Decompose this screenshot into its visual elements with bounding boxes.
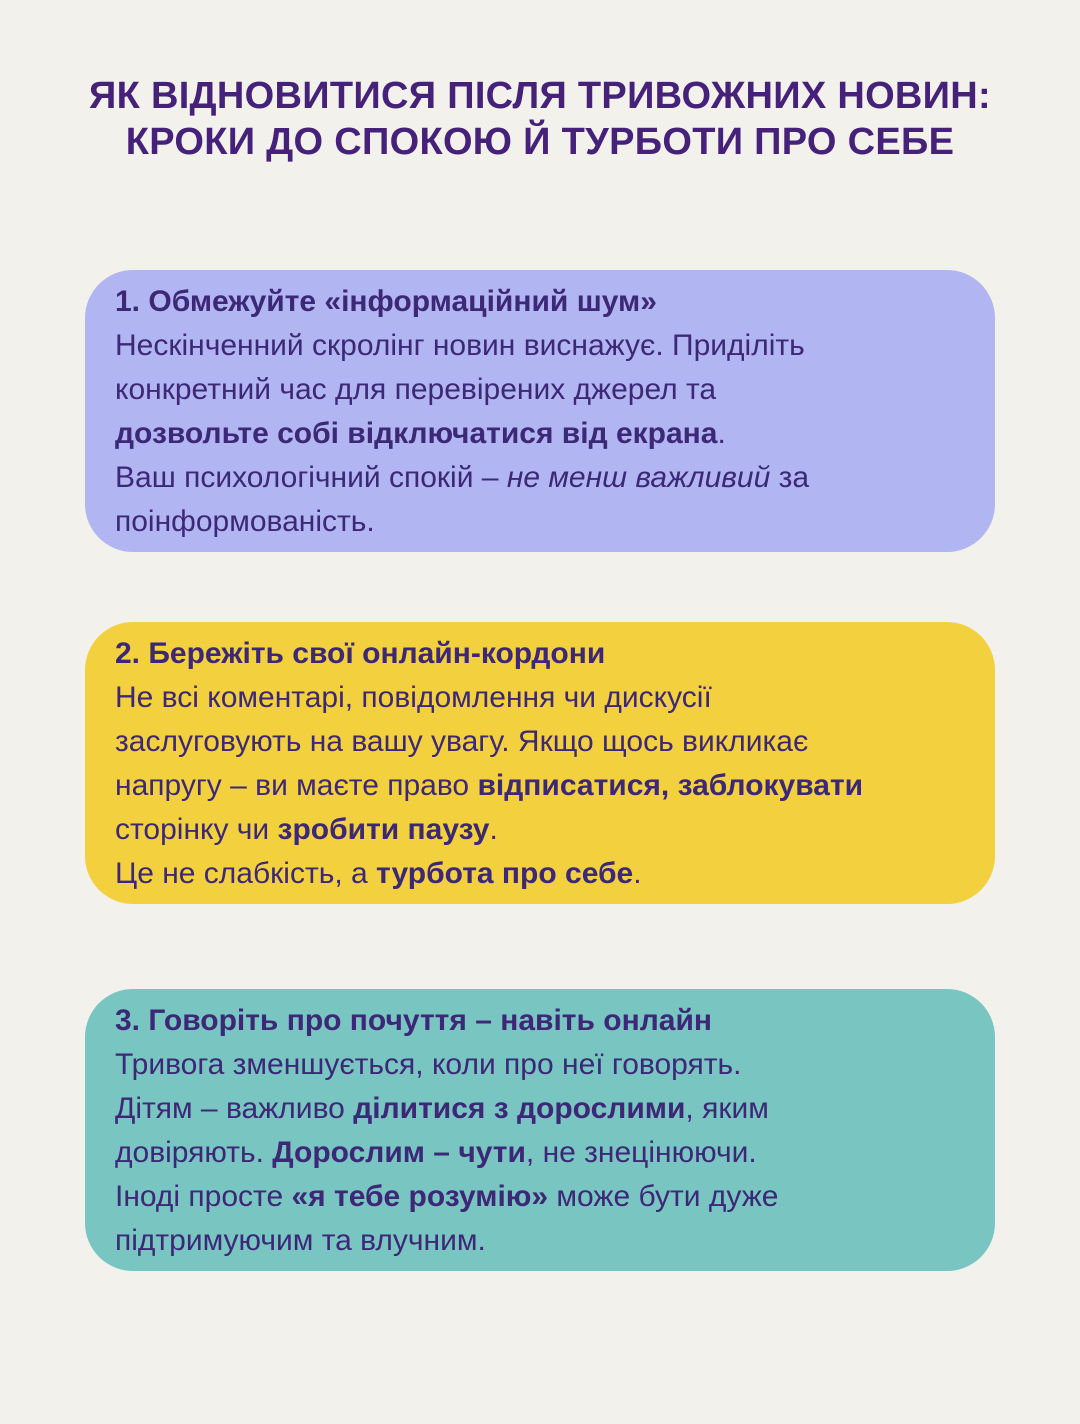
card-text-line <box>115 808 965 852</box>
card-text-line <box>115 368 965 412</box>
card-text-line <box>115 456 965 500</box>
text-run: Ваш психологічний спокій – <box>115 461 507 494</box>
card-text-line <box>115 412 965 456</box>
text-run: може бути дуже <box>548 1180 779 1213</box>
cards-list <box>85 270 995 1271</box>
text-run: зробити паузу <box>277 813 490 846</box>
text-run: не менш важливий <box>506 461 771 494</box>
text-run: конкретний час для перевірених джерел та <box>115 373 717 406</box>
card-text-line <box>115 1175 965 1219</box>
text-run: Не всі коментарі, повідомлення чи дискусії <box>115 681 712 714</box>
card-protect-online-boundaries <box>85 622 995 904</box>
text-run: Дорослим – чути <box>272 1136 526 1169</box>
text-run: відписатися, заблокувати <box>477 769 864 802</box>
text-run: поінформованість. <box>115 505 375 538</box>
text-run: за <box>770 461 810 494</box>
card-text-line <box>115 1043 965 1087</box>
text-run: напругу – ви маєте право <box>115 769 478 802</box>
card-talk-about-feelings <box>85 989 995 1271</box>
text-run: Іноді просте <box>115 1180 292 1213</box>
card-heading: 3. Говоріть про почуття – навіть онлайн <box>115 1004 713 1037</box>
card-text-line <box>115 1131 965 1175</box>
card-text-line <box>115 1087 965 1131</box>
text-run: сторінку чи <box>115 813 278 846</box>
text-run: заслуговують на вашу увагу. Якщо щось викликає <box>115 725 809 758</box>
card-text-line <box>115 500 965 544</box>
card-text-line <box>115 324 965 368</box>
text-run: Дітям – важливо <box>115 1092 354 1125</box>
text-run: ділитися з дорослими <box>353 1092 686 1125</box>
text-run: довіряють. <box>115 1136 273 1169</box>
text-run: , яким <box>685 1092 769 1125</box>
text-run: дозвольте собі відключатися від екрана <box>115 417 718 450</box>
text-run: Це не слабкість, а <box>115 857 377 890</box>
text-run: . <box>489 813 498 846</box>
card-text-line <box>115 720 965 764</box>
text-run: Нескінченний скролінг новин виснажує. Приділіть <box>115 329 805 362</box>
text-run: турбота про себе <box>376 857 634 890</box>
page-title <box>40 74 1040 165</box>
card-limit-information-noise <box>85 270 995 552</box>
poster <box>0 74 1080 1424</box>
text-run: підтримуючим та влучним. <box>115 1224 486 1257</box>
text-run: Тривога зменшується, коли про неї говорять. <box>115 1048 742 1081</box>
page-title-line-2: КРОКИ ДО СПОКОЮ Й ТУРБОТИ ПРО СЕБЕ <box>125 120 955 163</box>
text-run: «я тебе розумію» <box>291 1180 549 1213</box>
card-text-line <box>115 1219 965 1263</box>
text-run: , не знецінюючи. <box>525 1136 757 1169</box>
card-text-line <box>115 764 965 808</box>
card-heading: 1. Обмежуйте «інформаційний шум» <box>115 285 657 318</box>
text-run: . <box>633 857 642 890</box>
card-text-line <box>115 852 965 896</box>
card-heading: 2. Бережіть свої онлайн-кордони <box>115 637 606 670</box>
page-title-line-1: ЯК ВІДНОВИТИСЯ ПІСЛЯ ТРИВОЖНИХ НОВИН: <box>88 75 991 117</box>
text-run: . <box>717 417 726 450</box>
card-text-line <box>115 676 965 720</box>
